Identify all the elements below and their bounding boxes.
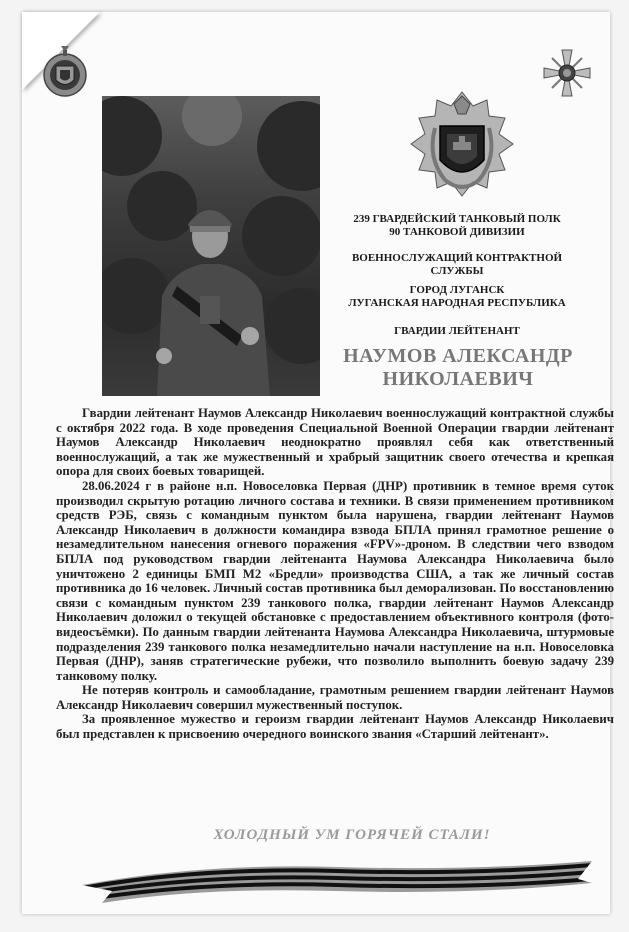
paragraph: 28.06.2024 г в районе н.п. Новоселовка Первая (ДНР) противник в темное время суток производил скрытую ротацию личного состава и техники. В связи применением противником средств РЭБ, связь с командным пунктом была нарушена, гвардии лейтенант Наумов Александр Николаевич в должности командира взвода БПЛА принял грамотное решение о незамедлительном нанесения огневого поражения «FPV»-дроном. В следствии чего взводом БПЛА под руководством гвардии лейтенанта Наумова Александра Николаевича было уничтожено 2 единицы БМП М2 «Бредли» производства США, а так же личный состав противника до 16 человек. Личный состав противника был деморализован. По восстановлению связи с командным пунктом 239 танкового полка, гвардии лейтенант Наумов Александр Николаевич доложил о текущей обстановке с предоставлением объективного контроля (фото-видеосъёмки). По данным гвардии лейтенанта Наумова Александра Николаевича, штурмовые подразделения 239 танкового полка незамедлительно начали наступление на н.п. Новоселовка Первая (ДНР), заняв стратегические рубежи, что позволило выполнить боевую задачу 239 танковому полку. <box>56 478 614 683</box>
paragraph: За проявленное мужество и героизм гвардии лейтенант Наумов Александр Николаевич был представлен к присвоению очередного воинского звания «Старший лейтенант». <box>56 712 614 742</box>
regiment-emblem-icon <box>407 88 517 208</box>
soldier-photo <box>102 96 320 396</box>
soldier-name <box>318 345 598 391</box>
division-emblem-icon <box>42 42 88 102</box>
citation-text <box>56 406 614 742</box>
republic-line: ЛУГАНСКАЯ НАРОДНАЯ РЕСПУБЛИКА <box>348 297 566 309</box>
cross-emblem-icon <box>542 48 592 98</box>
service-heading <box>322 252 592 278</box>
name-line-1: НАУМОВ АЛЕКСАНДР <box>343 345 573 367</box>
motto: ХОЛОДНЫЙ УМ ГОРЯЧЕЙ СТАЛИ! <box>213 827 491 843</box>
rank-heading: ГВАРДИИ ЛЕЙТЕНАНТ <box>394 325 520 337</box>
location-heading <box>322 284 592 310</box>
paragraph: Гвардии лейтенант Наумов Александр Николаевич военнослужащий контрактной службы с октября 2022 года. В ходе проведения Специальной Военной Операции гвардии лейтенант Наумов Александр Николаевич неоднократно проявлял себя как ответственный военнослужащий, а так же мужественный и храбрый защитник своего отечества и крепкая опора для своих боевых товарищей. <box>56 406 614 479</box>
unit-heading <box>322 213 592 239</box>
paragraph: Не потеряв контроль и самообладание, грамотным решением гвардии лейтенант Наумов Александр Николаевич совершил мужественный поступок. <box>56 683 614 712</box>
award-sheet <box>22 12 614 914</box>
city-line: ГОРОД ЛУГАНСК <box>409 284 505 296</box>
unit-line-2: 90 ТАНКОВОЙ ДИВИЗИИ <box>389 226 525 238</box>
service-line-2: СЛУЖБЫ <box>430 265 484 277</box>
unit-line-1: 239 ГВАРДЕЙСКИЙ ТАНКОВЫЙ ПОЛК <box>353 213 561 225</box>
st-george-ribbon-icon <box>82 857 592 905</box>
name-line-2: НИКОЛАЕВИЧ <box>382 368 534 390</box>
service-line-1: ВОЕННОСЛУЖАЩИЙ КОНТРАКТНОЙ <box>351 252 563 264</box>
